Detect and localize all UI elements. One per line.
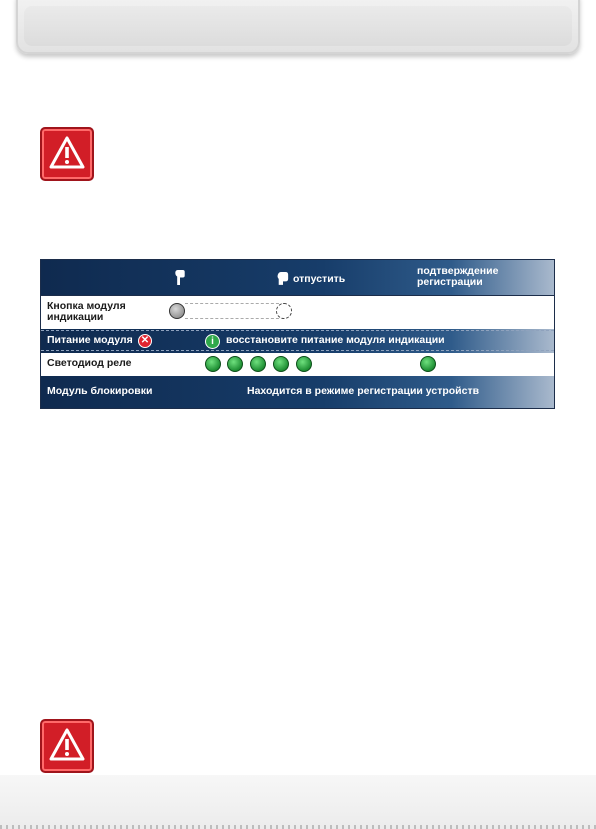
power-row-bottom-dashes: [41, 350, 554, 351]
indicator-button-label-line1: Кнопка модуля: [47, 300, 126, 312]
release-label: отпустить: [293, 273, 346, 285]
lock-module-row: [41, 376, 554, 408]
top-header-panel-inner: [24, 6, 572, 46]
lock-module-label: Модуль блокировки: [47, 385, 153, 397]
confirm-label-line1: подтверждение: [417, 265, 499, 277]
button-pressed-icon: [169, 303, 185, 319]
footer-dots: [0, 825, 596, 829]
power-row-top-dashes: [41, 330, 554, 331]
led-icon: [227, 356, 243, 372]
indicator-button-label: [47, 301, 126, 323]
footer-band: [0, 775, 596, 829]
confirm-label-line2: регистрации: [417, 276, 483, 288]
info-icon: i: [205, 334, 220, 349]
relay-led-label: Светодиод реле: [47, 357, 132, 369]
button-hold-track: [185, 303, 284, 319]
confirm-label: [417, 266, 498, 288]
lock-module-status: Находится в режиме регистрации устройств: [247, 385, 480, 397]
button-released-icon: [276, 303, 292, 319]
relay-led-row: [41, 354, 554, 375]
led-icon: [296, 356, 312, 372]
led-icon: [250, 356, 266, 372]
registration-diagram-table: [40, 259, 555, 409]
indicator-button-row: [41, 296, 554, 328]
module-power-label: Питание модуля: [47, 334, 133, 346]
warning-icon: [40, 719, 94, 773]
led-icon: [205, 356, 221, 372]
led-icon: [420, 356, 436, 372]
top-header-panel: [16, 0, 580, 54]
indicator-button-label-line2: индикации: [47, 311, 104, 323]
warning-icon: [40, 127, 94, 181]
cross-icon: ✕: [138, 334, 152, 348]
table-header-row: [41, 260, 554, 295]
hand-press-icon: [174, 269, 186, 285]
restore-power-instruction: восстановите питание модуля индикации: [226, 334, 445, 346]
hand-release-icon: [277, 270, 289, 286]
module-power-row: [41, 329, 554, 353]
led-icon: [273, 356, 289, 372]
